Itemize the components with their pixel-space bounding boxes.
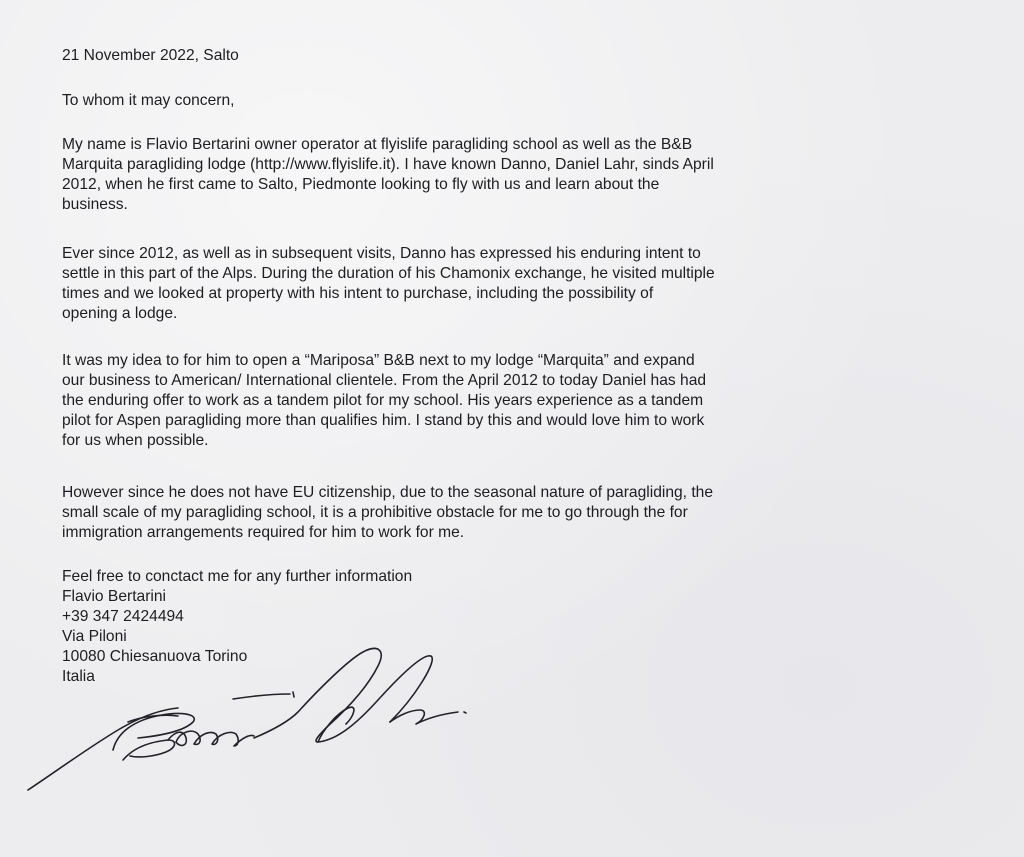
- handwritten-signature: [18, 630, 468, 800]
- paragraph-line: the enduring offer to work as a tandem pilot for my school. His years experience as a tandem: [62, 392, 704, 409]
- paragraph-line: times and we looked at property with his intent to purchase, including the possibility of: [62, 285, 654, 302]
- paragraph-line: opening a lodge.: [62, 305, 178, 322]
- paragraph-line: Ever since 2012, as well as in subsequent visits, Danno has expressed his enduring intent to: [62, 245, 701, 262]
- date-line: 21 November 2022, Salto: [62, 47, 239, 64]
- paragraph-intent: [62, 243, 715, 323]
- sender-city: 10080 Chiesanuova Torino: [62, 648, 248, 665]
- paragraph-line: our business to American/ International clientele. From the April 2012 to today Daniel has had: [62, 372, 707, 389]
- closing-line: Feel free to conctact me for any further information: [62, 568, 413, 585]
- paragraph-introduction: [62, 134, 714, 214]
- paragraph-line: pilot for Aspen paragliding more than qualifies him. I stand by this and would love him to work: [62, 412, 705, 429]
- paragraph-obstacle: [62, 482, 713, 542]
- sender-country: Italia: [62, 668, 95, 685]
- paragraph-offer: [62, 350, 706, 450]
- paragraph-line: for us when possible.: [62, 432, 209, 449]
- sender-phone: +39 347 2424494: [62, 608, 184, 625]
- paragraph-line: small scale of my paragliding school, it is a prohibitive obstacle for me to go through the for: [62, 504, 688, 521]
- paragraph-line: However since he does not have EU citizenship, due to the seasonal nature of paragliding, the: [62, 484, 714, 501]
- sender-name: Flavio Bertarini: [62, 588, 166, 605]
- sender-street: Via Piloni: [62, 628, 127, 645]
- paragraph-line: 2012, when he first came to Salto, Piedmonte looking to fly with us and learn about the: [62, 176, 660, 193]
- paragraph-line: It was my idea to for him to open a “Mariposa” B&B next to my lodge “Marquita” and expand: [62, 352, 695, 369]
- paragraph-line: immigration arrangements required for him to work for me.: [62, 524, 465, 541]
- paragraph-line: settle in this part of the Alps. During the duration of his Chamonix exchange, he visited multiple: [62, 265, 715, 282]
- paragraph-line: business.: [62, 196, 128, 213]
- paragraph-line: My name is Flavio Bertarini owner operator at flyislife paragliding school as well as the B&B: [62, 136, 693, 153]
- paragraph-line: Marquita paragliding lodge (http://www.flyislife.it). I have known Danno, Daniel Lahr, sinds April: [62, 156, 714, 173]
- salutation: To whom it may concern,: [62, 92, 235, 109]
